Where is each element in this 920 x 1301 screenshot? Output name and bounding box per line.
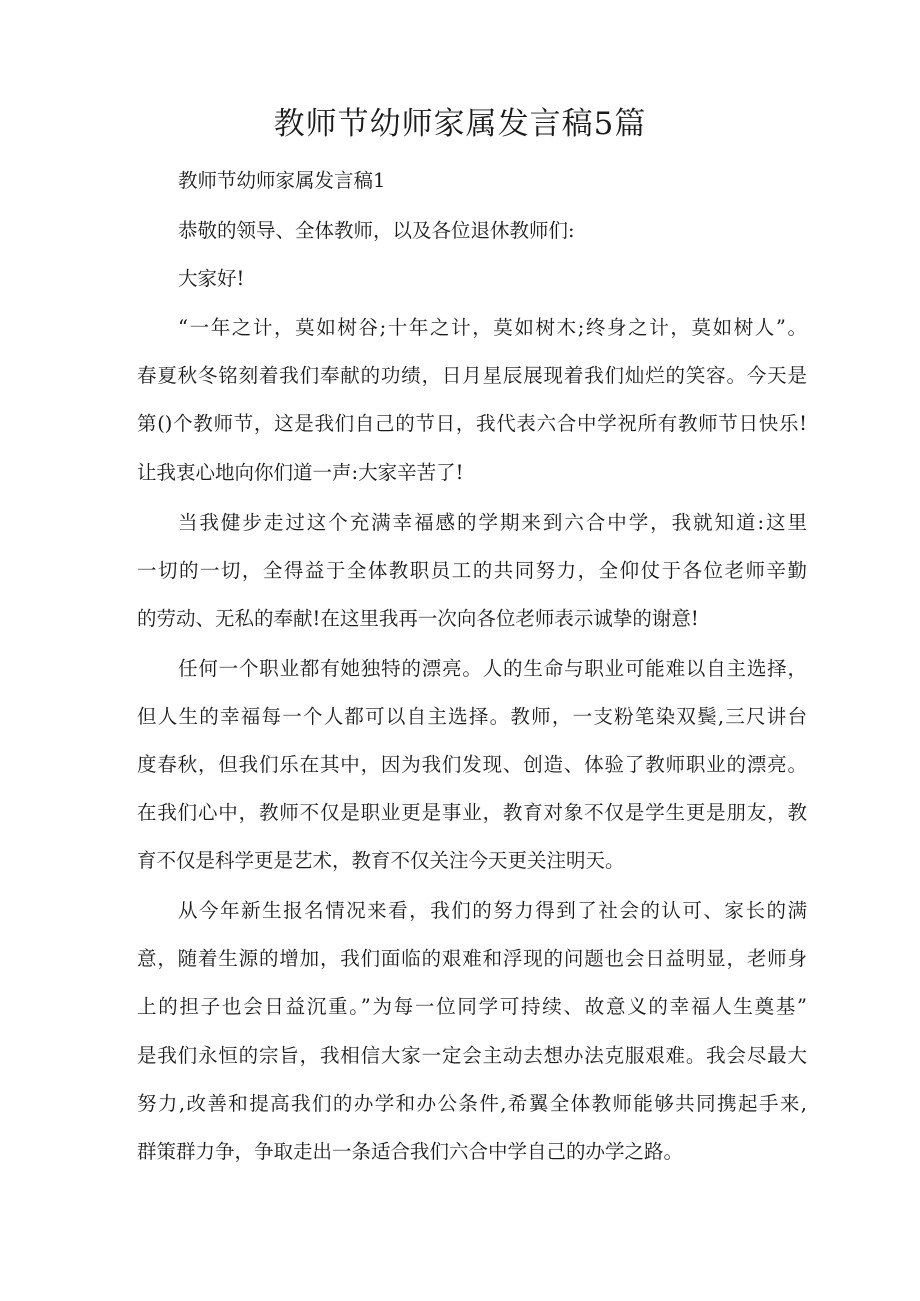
paragraph-line: 从今年新生报名情况来看，我们的努力得到了社会的认可、家长的满	[178, 899, 807, 922]
paragraph-line: 第()个教师节，这是我们自己的节日，我代表六合中学祝所有教师节日快乐!	[137, 412, 807, 435]
paragraph-line: 育不仅是科学更是艺术，教育不仅关注今天更关注明天。	[137, 849, 625, 872]
salutation-line: 恭敬的领导、全体教师，以及各位退休教师们:	[178, 219, 575, 242]
section-heading: 教师节幼师家属发言稿1	[178, 169, 386, 192]
paragraph-line: 意，随着生源的增加，我们面临的艰难和浮现的问题也会日益明显，老师身	[137, 947, 807, 970]
paragraph-line: 春夏秋冬铭刻着我们奉献的功绩，日月星辰展现着我们灿烂的笑容。今天是	[137, 364, 807, 387]
paragraph-line: 但人生的幸福每一个人都可以自主选择。教师，一支粉笔染双鬓,三尺讲台	[137, 705, 807, 728]
paragraph-line: 任何一个职业都有她独特的漂亮。人的生命与职业可能难以自主选择，	[178, 657, 807, 680]
greeting-line: 大家好!	[178, 267, 245, 290]
paragraph-line: 当我健步走过这个充满幸福感的学期来到六合中学，我就知道:这里	[178, 511, 807, 534]
paragraph-line: 群策群力争，争取走出一条适合我们六合中学自己的办学之路。	[137, 1140, 684, 1163]
paragraph-line: 度春秋，但我们乐在其中，因为我们发现、创造、体验了教师职业的漂亮。	[137, 753, 807, 776]
paragraph-line: 努力,改善和提高我们的办学和办公条件,希翼全体教师能够共同携起手来,	[137, 1092, 807, 1115]
paragraph-line: 在我们心中，教师不仅是职业更是事业，教育对象不仅是学生更是朋友，教	[137, 801, 807, 824]
paragraph-line: 的劳动、无私的奉献!在这里我再一次向各位老师表示诚挚的谢意!	[137, 607, 699, 630]
paragraph-line: “一年之计，莫如树谷;十年之计，莫如树木;终身之计，莫如树人”。	[178, 316, 807, 339]
paragraph-line: 一切的一切，全得益于全体教职员工的共同努力，全仰仗于各位老师辛勤	[137, 559, 807, 582]
paragraph-line: 上的担子也会日益沉重。”为每一位同学可持续、故意义的幸福人生奠基”	[137, 995, 807, 1018]
paragraph-line: 让我衷心地向你们道一声:大家辛苦了!	[137, 461, 464, 484]
paragraph-line: 是我们永恒的宗旨，我相信大家一定会主动去想办法克服艰难。我会尽最大	[137, 1044, 807, 1067]
document-title: 教师节幼师家属发言稿5篇	[273, 106, 647, 142]
